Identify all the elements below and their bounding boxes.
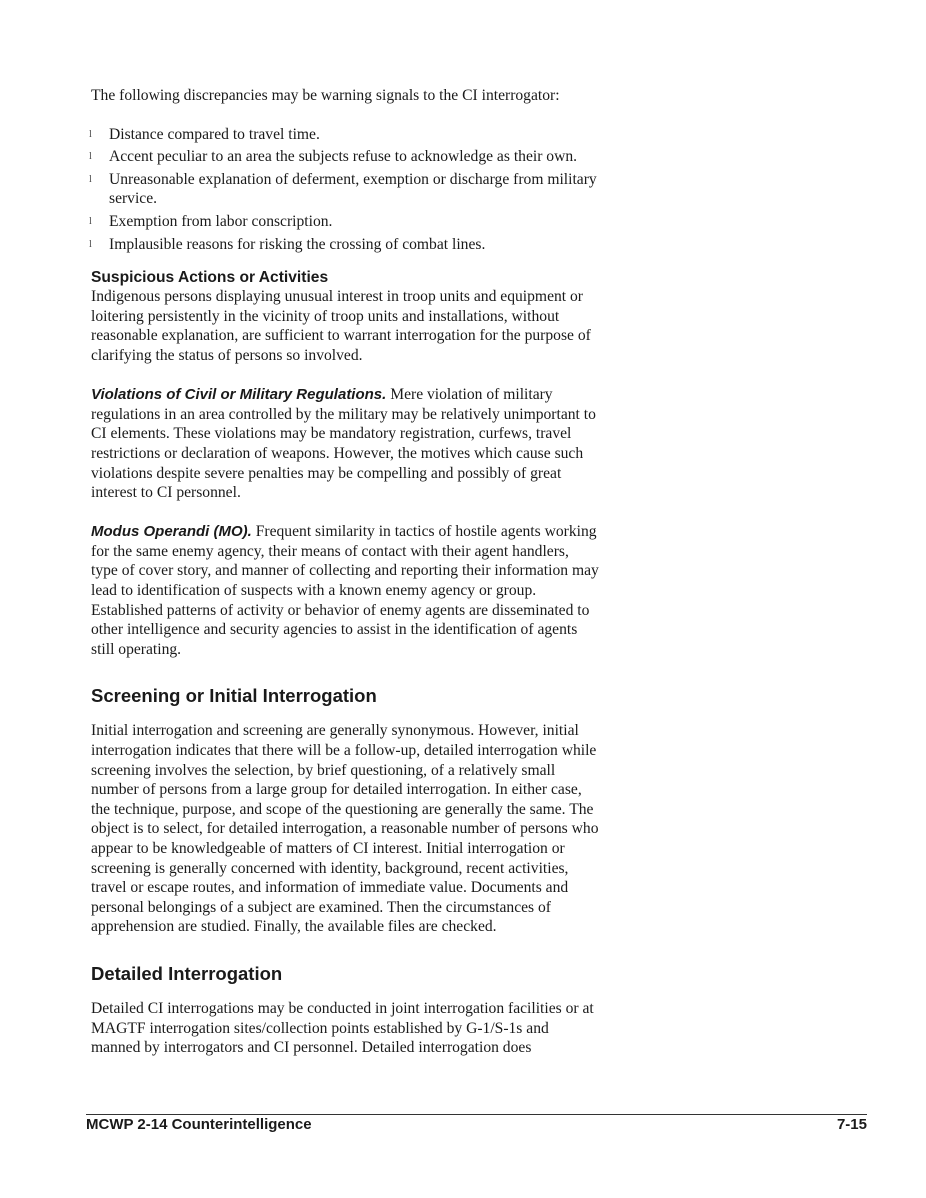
list-item: l Accent peculiar to an area the subjects refuse to acknowledge as their own. bbox=[89, 148, 578, 166]
violations-runin-heading: Violations of Civil or Military Regulations. bbox=[91, 386, 387, 404]
list-item: l Implausible reasons for risking the crossing of combat lines. bbox=[89, 235, 486, 253]
bullet-marker: l bbox=[89, 128, 92, 140]
bullet-marker: l bbox=[89, 238, 92, 250]
bullet-marker: l bbox=[89, 151, 92, 163]
footer-page-number: 7-15 bbox=[836, 1116, 867, 1133]
text-column bbox=[91, 86, 599, 1058]
footer-publication-title: MCWP 2-14 Counterintelligence bbox=[86, 1116, 312, 1133]
page-footer bbox=[86, 1116, 867, 1134]
footer-rule bbox=[86, 1114, 867, 1115]
modus-operandi-body: Frequent similarity in tactics of hostile agents working for the same enemy agency, their means of contact with their agent handlers, type of cover story, and manner of collecting and reporting their information may lead to identification of suspects with a known enemy agency or group. Established patterns of activity or behavior of enemy agents are disseminated to other intelligence and security agencies to assist in the identification of agents still operating. bbox=[91, 523, 599, 658]
list-item: l Distance compared to travel time. bbox=[89, 125, 320, 143]
bullet-marker: l bbox=[89, 173, 92, 185]
modus-operandi-runin-heading: Modus Operandi (MO). bbox=[91, 523, 252, 541]
detailed-interrogation-paragraph: Detailed CI interrogations may be conducted in joint interrogation facilities or at MAGTF interrogation sites/collection points established by G-1/S-1s and manned by interrogators and CI personnel. Detailed interrogation does bbox=[91, 999, 594, 1057]
list-item: l Unreasonable explanation of deferment, exemption or discharge from military service. bbox=[89, 170, 597, 208]
bullet-marker: l bbox=[89, 215, 92, 227]
screening-heading: Screening or Initial Interrogation bbox=[91, 685, 377, 707]
suspicious-actions-paragraph: Indigenous persons displaying unusual interest in troop units and equipment or loitering persistently in the vicinity of troop units and installations, without reasonable explanation, are sufficient to warrant interrogation for the purpose of clarifying the status of persons so involved. bbox=[91, 288, 591, 364]
intro-paragraph: The following discrepancies may be warning signals to the CI interrogator: bbox=[91, 87, 560, 104]
violations-body: Mere violation of military regulations in an area controlled by the military may be relatively unimportant to CI elements. These violations may be mandatory registration, curfews, travel restrictions or declaration of weapons. However, the motives which cause such violations despite severe penalties may be compelling and possibly of great interest to CI personnel. bbox=[91, 386, 596, 502]
detailed-interrogation-heading: Detailed Interrogation bbox=[91, 962, 283, 984]
list-item: l Exemption from labor conscription. bbox=[89, 212, 333, 230]
modus-operandi-paragraph bbox=[91, 522, 599, 659]
screening-paragraph: Initial interrogation and screening are generally synonymous. However, initial interrogation indicates that there will be a follow-up, detailed interrogation while screening involves the selection, by brief questioning, of a relatively small number of persons from a large group for detailed interrogation. In either case, the technique, purpose, and scope of the questioning are generally the same. The object is to select, for detailed interrogation, a reasonable number of persons who appear to be knowledgeable of matters of CI interest. Initial interrogation or screening is generally concerned with identity, background, recent activities, travel or escape routes, and information of immediate value. Documents and personal belongings of a subject are examined. Then the circumstances of apprehension are studied. Finally, the available files are checked. bbox=[91, 722, 599, 936]
violations-paragraph bbox=[91, 385, 599, 503]
suspicious-actions-heading: Suspicious Actions or Activities bbox=[91, 269, 329, 287]
discrepancy-list bbox=[91, 125, 599, 255]
